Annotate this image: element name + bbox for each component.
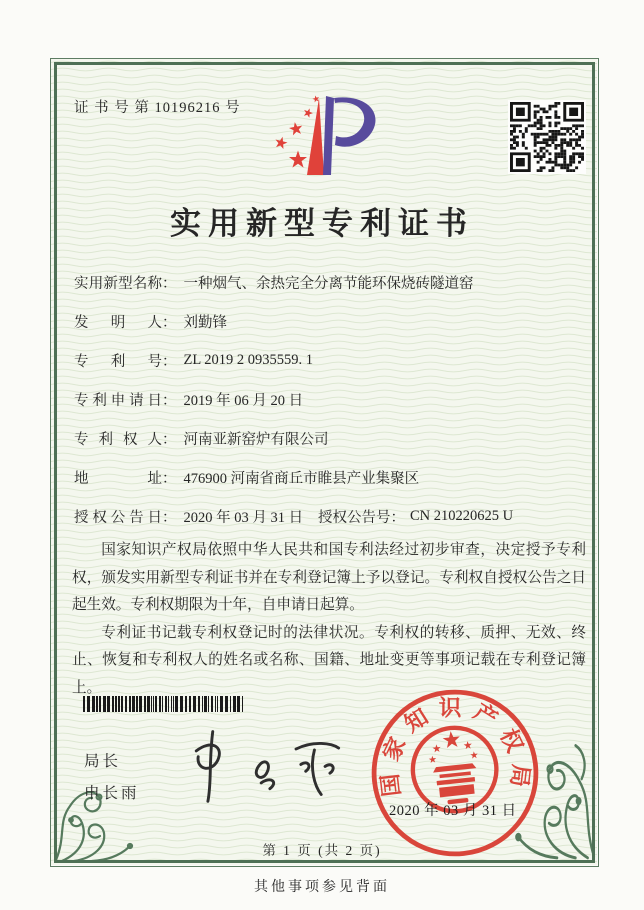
signer-name: 申长雨 xyxy=(84,785,140,802)
field-row-grant-date xyxy=(74,497,588,536)
official-seal-icon xyxy=(359,677,550,868)
field-colon: ： xyxy=(162,354,177,370)
field-value: CN 210220625 U xyxy=(410,508,514,524)
field-label: 专利号 xyxy=(74,354,162,370)
page-number: 第 1 页 (共 2 页) xyxy=(262,843,382,858)
field-row-address xyxy=(74,458,588,497)
barcode-icon xyxy=(83,696,246,712)
field-label: 实用新型名称 xyxy=(74,276,162,292)
field-colon: ： xyxy=(162,393,177,409)
signer-block xyxy=(84,746,140,810)
field-label: 授权公告日 xyxy=(74,510,162,526)
field-value: 2019 年 06 月 20 日 xyxy=(183,393,304,409)
qr-code-icon xyxy=(508,100,586,174)
field-colon: ： xyxy=(162,432,177,448)
field-value: ZL 2019 2 0935559. 1 xyxy=(183,352,314,368)
field-value: 476900 河南省商丘市睢县产业集聚区 xyxy=(183,471,420,487)
seal-agency-text: 国家知识产权局 xyxy=(376,695,534,798)
field-list xyxy=(74,263,588,536)
field-value: 刘勤锋 xyxy=(183,315,227,331)
field-colon: ： xyxy=(162,510,177,526)
legal-paragraph-1: 国家知识产权局依照中华人民共和国专利法经过初步审查，决定授予专利权，颁发实用新型专利证书并在专利登记簿上予以登记。专利权自授权公告之日起生效。专利权期限为十年，自申请日起算。 xyxy=(72,542,586,613)
field-row-utility-model-name xyxy=(74,263,588,302)
field-value: 2020 年 03 月 31 日 xyxy=(183,510,304,526)
field-value: 河南亚新窑炉有限公司 xyxy=(183,432,329,448)
field-colon: ： xyxy=(162,315,177,331)
legal-text xyxy=(72,537,586,702)
signer-title: 局长 xyxy=(84,753,122,770)
field-grant-publication-number xyxy=(318,497,513,536)
field-label: 专利申请日 xyxy=(74,393,162,409)
handwritten-signature-icon xyxy=(182,718,350,810)
field-colon: ： xyxy=(390,510,405,526)
field-label: 发明人 xyxy=(74,315,162,331)
field-row-inventor xyxy=(74,302,588,341)
field-value: 一种烟气、余热完全分离节能环保烧砖隧道窑 xyxy=(183,276,474,292)
seal-date: 2020 年 03 月 31 日 xyxy=(389,803,517,819)
cnipa-logo-icon xyxy=(268,86,398,190)
field-label: 专利权人 xyxy=(74,432,162,448)
certificate-number: 证 书 号 第 10196216 号 xyxy=(74,100,241,116)
field-row-patentee xyxy=(74,419,588,458)
field-row-filing-date xyxy=(74,380,588,419)
legal-paragraph-2: 专利证书记载专利权登记时的法律状况。专利权的转移、质押、无效、终止、恢复和专利权人的姓名或名称、国籍、地址变更等事项记载在专利登记簿上。 xyxy=(72,624,586,696)
field-colon: ： xyxy=(162,471,177,487)
field-label: 授权公告号 xyxy=(318,510,391,526)
field-row-patent-number xyxy=(74,341,588,380)
certificate-title: 实用新型专利证书 xyxy=(170,206,474,241)
field-colon: ： xyxy=(162,276,177,292)
field-label: 地址 xyxy=(74,471,162,487)
back-side-note: 其他事项参见背面 xyxy=(254,880,390,895)
